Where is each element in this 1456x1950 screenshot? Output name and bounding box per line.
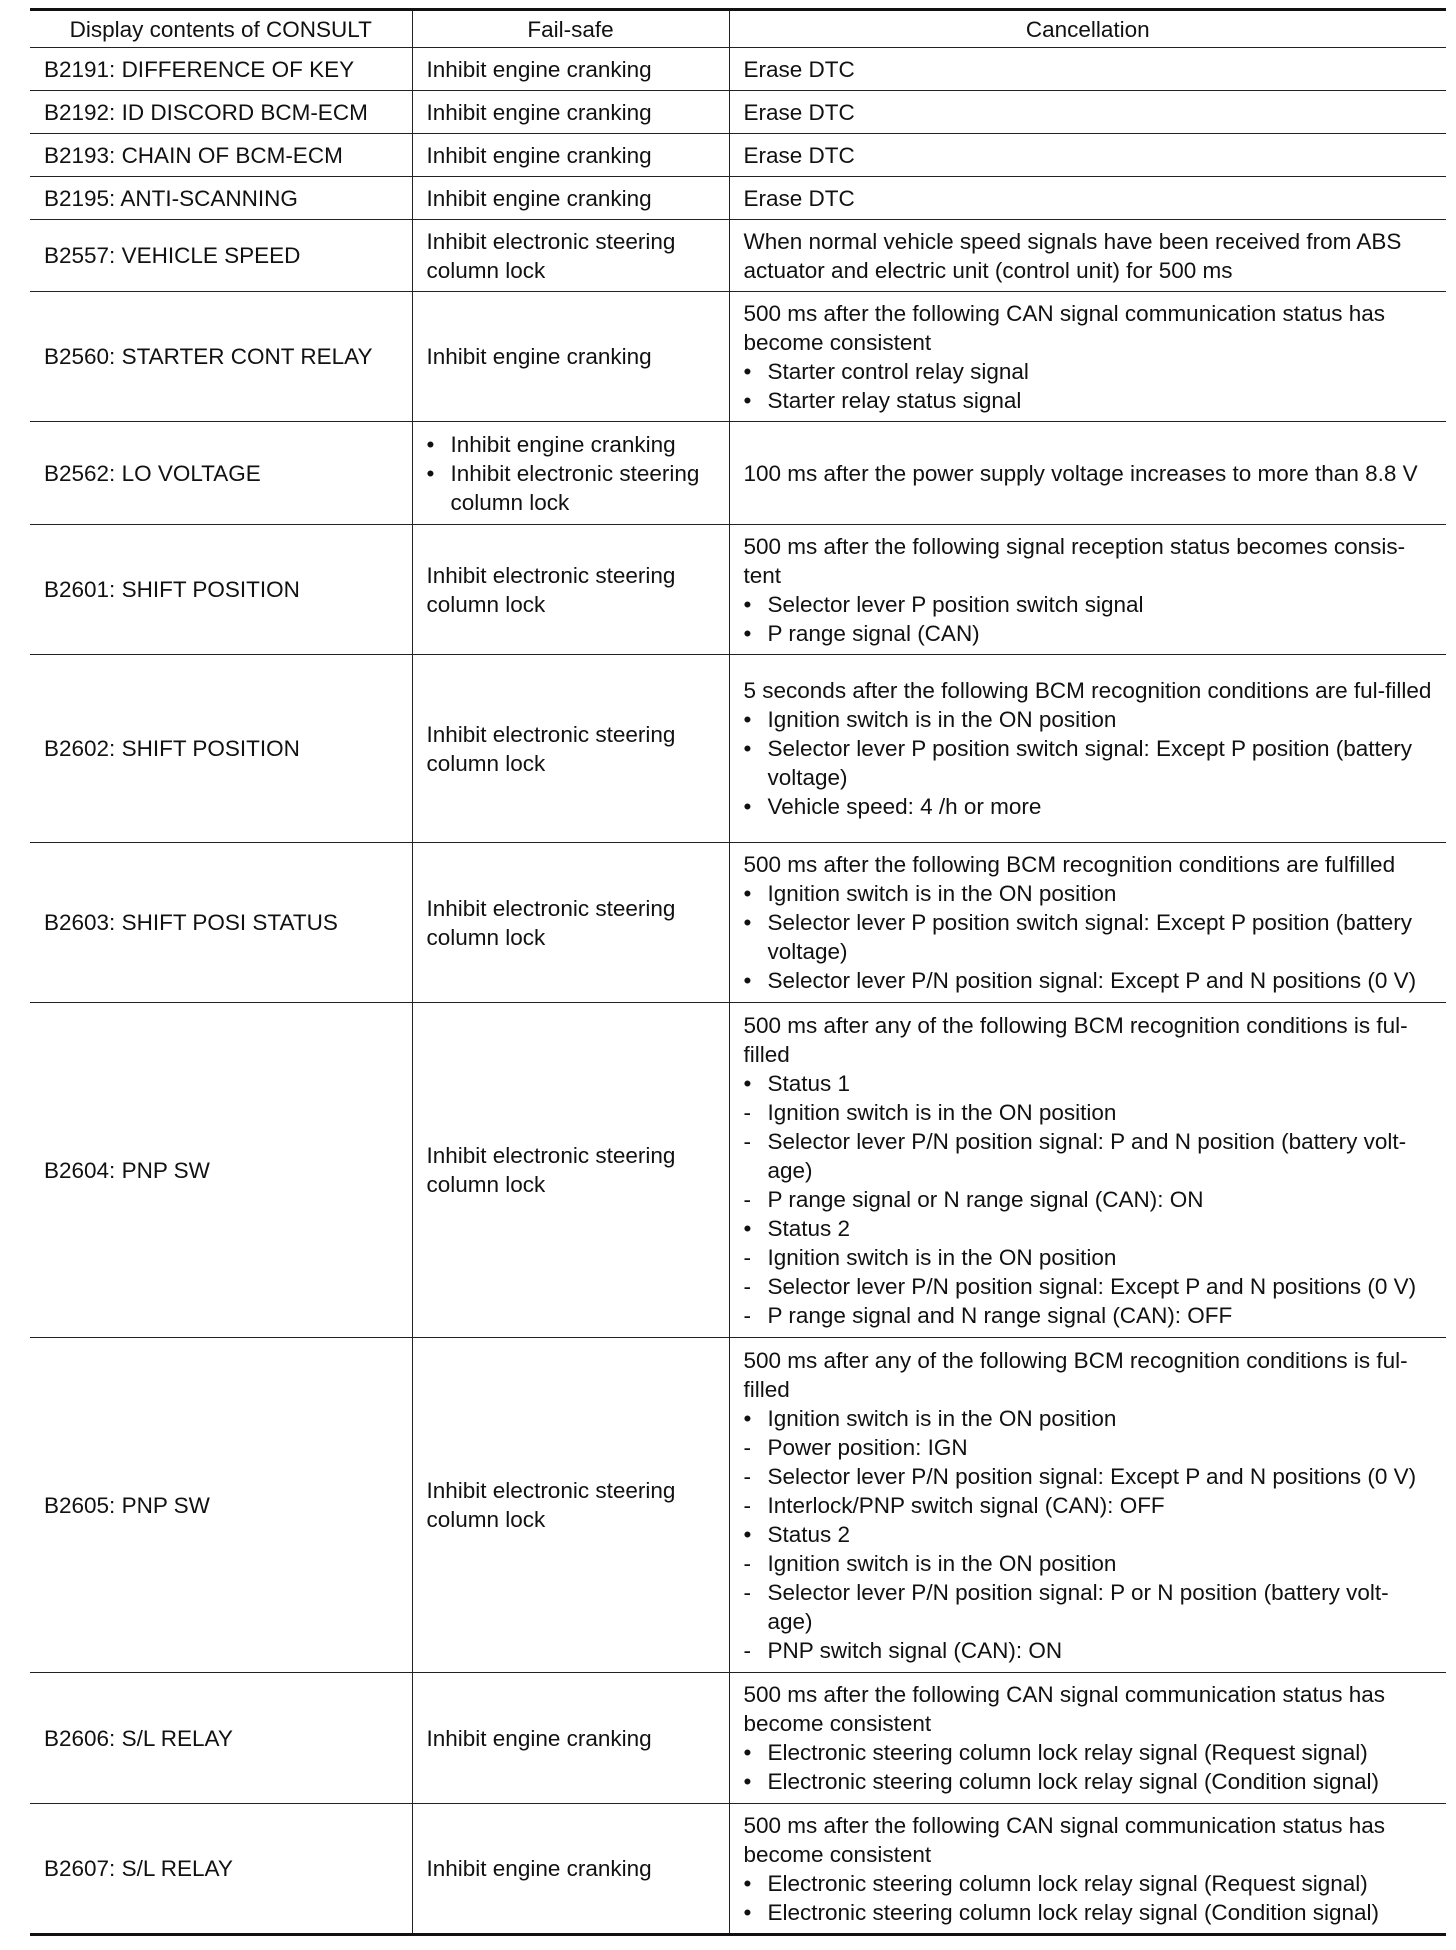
bullet-item xyxy=(744,879,1433,908)
bullet-item xyxy=(744,357,1433,386)
item-text: Vehicle speed: 4 /h or more xyxy=(767,794,1042,819)
dtc-cell: B2603: SHIFT POSI STATUS xyxy=(30,843,412,1003)
paragraph: 100 ms after the power supply voltage increases to more than 8.8 V xyxy=(743,460,1418,486)
item-text: Selector lever P position switch signal: Except P position (battery voltage) xyxy=(767,910,1412,964)
table-row xyxy=(30,1804,1446,1935)
fail-safe-cell xyxy=(412,220,729,292)
fail-safe-cell xyxy=(412,292,729,422)
bullet-item xyxy=(744,705,1433,734)
dash-icon: - xyxy=(743,1492,751,1518)
item-text: Selector lever P position switch signal xyxy=(767,591,1144,617)
fail-safe-table xyxy=(30,8,1446,1936)
bullet-icon: • xyxy=(743,1521,752,1547)
bullet-icon: • xyxy=(743,736,752,761)
item-text: Selector lever P position switch signal: Except P position (battery voltage) xyxy=(767,736,1412,790)
cancellation-cell xyxy=(729,220,1446,292)
paragraph: Inhibit engine cranking xyxy=(426,344,652,369)
item-text: P range signal and N range signal (CAN): OFF xyxy=(767,1302,1233,1328)
paragraph: Erase DTC xyxy=(743,185,855,211)
paragraph: Inhibit engine cranking xyxy=(426,99,652,125)
paragraph: Inhibit electronic steering column lock xyxy=(426,562,676,617)
dtc-cell: B2601: SHIFT POSITION xyxy=(30,525,412,655)
cancellation-cell xyxy=(729,843,1446,1003)
bullet-icon: • xyxy=(743,358,752,384)
bullet-icon: • xyxy=(743,968,752,993)
dash-item xyxy=(744,1636,1433,1665)
paragraph: 500 ms after the following BCM recognition conditions are fulfilled xyxy=(743,852,1396,877)
bullet-item xyxy=(427,459,715,517)
table-row xyxy=(30,91,1446,134)
bullet-icon: • xyxy=(743,881,752,906)
dtc-cell: B2602: SHIFT POSITION xyxy=(30,655,412,843)
dash-icon: - xyxy=(743,1244,751,1270)
paragraph: When normal vehicle speed signals have been received from ABS actuator and electric unit (control unit) for 500 ms xyxy=(743,228,1402,283)
table-row xyxy=(30,843,1446,1003)
dash-icon: - xyxy=(743,1550,751,1576)
table-row xyxy=(30,134,1446,177)
dash-icon: - xyxy=(743,1302,751,1328)
dtc-cell: B2604: PNP SW xyxy=(30,1003,412,1338)
bullet-item xyxy=(744,734,1433,792)
fail-safe-cell xyxy=(412,1338,729,1673)
bullet-item xyxy=(744,1214,1433,1243)
cancellation-cell xyxy=(729,525,1446,655)
bullet-icon: • xyxy=(743,591,752,617)
bullet-item xyxy=(744,1404,1433,1433)
paragraph: Erase DTC xyxy=(743,56,855,82)
fail-safe-cell xyxy=(412,422,729,525)
item-text: PNP switch signal (CAN): ON xyxy=(767,1637,1063,1663)
paragraph: 5 seconds after the following BCM recognition conditions are ful-filled xyxy=(743,678,1432,703)
bullet-icon: • xyxy=(743,1899,752,1925)
bullet-item xyxy=(744,386,1433,415)
dash-icon: - xyxy=(743,1273,751,1299)
bullet-icon: • xyxy=(743,707,752,732)
bullet-icon: • xyxy=(743,620,752,646)
dtc-cell: B2195: ANTI-SCANNING xyxy=(30,177,412,220)
cancellation-cell xyxy=(729,48,1446,91)
table-row xyxy=(30,1338,1446,1673)
bullet-icon: • xyxy=(743,1070,752,1096)
item-text: Electronic steering column lock relay signal (Request signal) xyxy=(767,1740,1368,1765)
paragraph: Inhibit electronic steering column lock xyxy=(426,895,676,950)
dash-icon: - xyxy=(743,1186,751,1212)
paragraph: Inhibit electronic steering column lock xyxy=(426,1478,676,1532)
bullet-item xyxy=(744,1767,1433,1796)
bullet-item xyxy=(427,430,715,459)
cancellation-cell xyxy=(729,177,1446,220)
fail-safe-cell xyxy=(412,48,729,91)
fail-safe-cell xyxy=(412,1003,729,1338)
item-text: Power position: IGN xyxy=(767,1434,968,1460)
paragraph: 500 ms after any of the following BCM recognition conditions is ful-filled xyxy=(743,1012,1408,1067)
item-text: Inhibit electronic steering column lock xyxy=(450,460,700,515)
fail-safe-cell xyxy=(412,1673,729,1804)
item-text: Inhibit engine cranking xyxy=(450,431,676,457)
header-fail-safe: Fail-safe xyxy=(412,10,729,48)
bullet-item xyxy=(744,1520,1433,1549)
dtc-cell: B2191: DIFFERENCE OF KEY xyxy=(30,48,412,91)
dash-item xyxy=(744,1549,1433,1578)
table-row xyxy=(30,177,1446,220)
table-row xyxy=(30,292,1446,422)
cancellation-cell xyxy=(729,655,1446,843)
bullet-item xyxy=(744,619,1433,648)
item-text: Ignition switch is in the ON position xyxy=(767,707,1117,732)
cancellation-cell xyxy=(729,292,1446,422)
cancellation-cell xyxy=(729,1673,1446,1804)
fail-safe-cell xyxy=(412,525,729,655)
item-text: Selector lever P/N position signal: P and N position (battery volt-age) xyxy=(767,1128,1407,1183)
item-text: Ignition switch is in the ON position xyxy=(767,1244,1117,1270)
item-text: Status 1 xyxy=(767,1070,851,1096)
bullet-item xyxy=(744,590,1433,619)
bullet-item xyxy=(744,1738,1433,1767)
dash-item xyxy=(744,1462,1433,1491)
paragraph: Inhibit engine cranking xyxy=(426,185,652,211)
cancellation-cell xyxy=(729,91,1446,134)
bullet-icon: • xyxy=(743,1215,752,1241)
dash-item xyxy=(744,1098,1433,1127)
paragraph: Erase DTC xyxy=(743,99,855,125)
item-text: Interlock/PNP switch signal (CAN): OFF xyxy=(767,1492,1165,1518)
item-text: Selector lever P/N position signal: Except P and N positions (0 V) xyxy=(767,968,1417,993)
dtc-cell: B2606: S/L RELAY xyxy=(30,1673,412,1804)
table-row xyxy=(30,48,1446,91)
bullet-icon: • xyxy=(426,431,435,457)
item-text: Ignition switch is in the ON position xyxy=(767,1405,1117,1431)
bullet-item xyxy=(744,1898,1433,1927)
bullet-item xyxy=(744,966,1433,995)
paragraph: Inhibit engine cranking xyxy=(426,56,652,82)
paragraph: Inhibit engine cranking xyxy=(426,1725,652,1751)
paragraph: 500 ms after the following CAN signal communication status has become consistent xyxy=(743,1812,1386,1867)
fail-safe-cell xyxy=(412,134,729,177)
item-text: Electronic steering column lock relay signal (Condition signal) xyxy=(767,1899,1380,1925)
dtc-cell: B2193: CHAIN OF BCM-ECM xyxy=(30,134,412,177)
bullet-icon: • xyxy=(426,460,435,486)
dash-icon: - xyxy=(743,1579,751,1605)
bullet-item xyxy=(744,908,1433,966)
fail-safe-cell xyxy=(412,1804,729,1935)
fail-safe-cell xyxy=(412,655,729,843)
table-row xyxy=(30,1003,1446,1338)
paragraph: Inhibit electronic steering column lock xyxy=(426,1143,676,1197)
bullet-icon: • xyxy=(743,794,752,819)
paragraph: 500 ms after any of the following BCM recognition conditions is ful-filled xyxy=(743,1347,1408,1402)
item-text: Selector lever P/N position signal: P or N position (battery volt-age) xyxy=(767,1579,1389,1634)
bullet-item xyxy=(744,1069,1433,1098)
dtc-cell: B2607: S/L RELAY xyxy=(30,1804,412,1935)
item-text: Starter relay status signal xyxy=(767,387,1022,413)
table-row xyxy=(30,1673,1446,1804)
dash-icon: - xyxy=(743,1463,751,1489)
bullet-item xyxy=(744,792,1433,821)
paragraph: 500 ms after the following CAN signal communication status has become consistent xyxy=(743,1682,1386,1736)
table-row xyxy=(30,655,1446,843)
bullet-icon: • xyxy=(743,1740,752,1765)
bullet-item xyxy=(744,1869,1433,1898)
dash-item xyxy=(744,1578,1433,1636)
paragraph: Erase DTC xyxy=(743,142,855,168)
cancellation-cell xyxy=(729,1003,1446,1338)
dash-item xyxy=(744,1301,1433,1330)
header-display-contents: Display contents of CONSULT xyxy=(30,10,412,48)
item-text: Electronic steering column lock relay signal (Request signal) xyxy=(767,1870,1368,1896)
dash-item xyxy=(744,1491,1433,1520)
paragraph: 500 ms after the following signal reception status becomes consis-tent xyxy=(743,533,1406,588)
item-text: Ignition switch is in the ON position xyxy=(767,1550,1117,1576)
header-row xyxy=(30,10,1446,48)
dtc-cell: B2605: PNP SW xyxy=(30,1338,412,1673)
paragraph: Inhibit engine cranking xyxy=(426,1856,652,1881)
dtc-cell: B2192: ID DISCORD BCM-ECM xyxy=(30,91,412,134)
fail-safe-cell xyxy=(412,177,729,220)
fail-safe-cell xyxy=(412,843,729,1003)
document xyxy=(30,8,1446,1936)
dtc-cell: B2557: VEHICLE SPEED xyxy=(30,220,412,292)
dash-icon: - xyxy=(743,1637,751,1663)
bullet-icon: • xyxy=(743,1405,752,1431)
bullet-icon: • xyxy=(743,1870,752,1896)
table-row xyxy=(30,422,1446,525)
item-text: Starter control relay signal xyxy=(767,358,1029,384)
bullet-icon: • xyxy=(743,1769,752,1794)
bullet-icon: • xyxy=(743,910,752,935)
cancellation-cell xyxy=(729,422,1446,525)
paragraph: Inhibit engine cranking xyxy=(426,142,652,168)
item-text: Ignition switch is in the ON position xyxy=(767,881,1117,906)
item-text: Ignition switch is in the ON position xyxy=(767,1099,1117,1125)
item-text: Status 2 xyxy=(767,1215,851,1241)
dash-icon: - xyxy=(743,1099,751,1125)
dash-item xyxy=(744,1433,1433,1462)
dash-item xyxy=(744,1185,1433,1214)
item-text: Selector lever P/N position signal: Except P and N positions (0 V) xyxy=(767,1273,1417,1299)
fail-safe-cell xyxy=(412,91,729,134)
paragraph: Inhibit electronic steering column lock xyxy=(426,721,676,776)
table-row xyxy=(30,525,1446,655)
dash-item xyxy=(744,1243,1433,1272)
table-row xyxy=(30,220,1446,292)
bullet-icon: • xyxy=(743,387,752,413)
paragraph: 500 ms after the following CAN signal communication status has become consistent xyxy=(743,300,1386,355)
dash-item xyxy=(744,1127,1433,1185)
item-text: P range signal or N range signal (CAN): ON xyxy=(767,1186,1204,1212)
paragraph: Inhibit electronic steering column lock xyxy=(426,228,676,283)
item-text: Selector lever P/N position signal: Except P and N positions (0 V) xyxy=(767,1463,1417,1489)
dtc-cell: B2562: LO VOLTAGE xyxy=(30,422,412,525)
dash-item xyxy=(744,1272,1433,1301)
cancellation-cell xyxy=(729,1804,1446,1935)
item-text: P range signal (CAN) xyxy=(767,620,980,646)
dtc-cell: B2560: STARTER CONT RELAY xyxy=(30,292,412,422)
item-text: Status 2 xyxy=(767,1521,851,1547)
table-body xyxy=(30,48,1446,1935)
header-cancellation: Cancellation xyxy=(729,10,1446,48)
dash-icon: - xyxy=(743,1128,751,1154)
dash-icon: - xyxy=(743,1434,751,1460)
cancellation-cell xyxy=(729,134,1446,177)
item-text: Electronic steering column lock relay signal (Condition signal) xyxy=(767,1769,1380,1794)
cancellation-cell xyxy=(729,1338,1446,1673)
